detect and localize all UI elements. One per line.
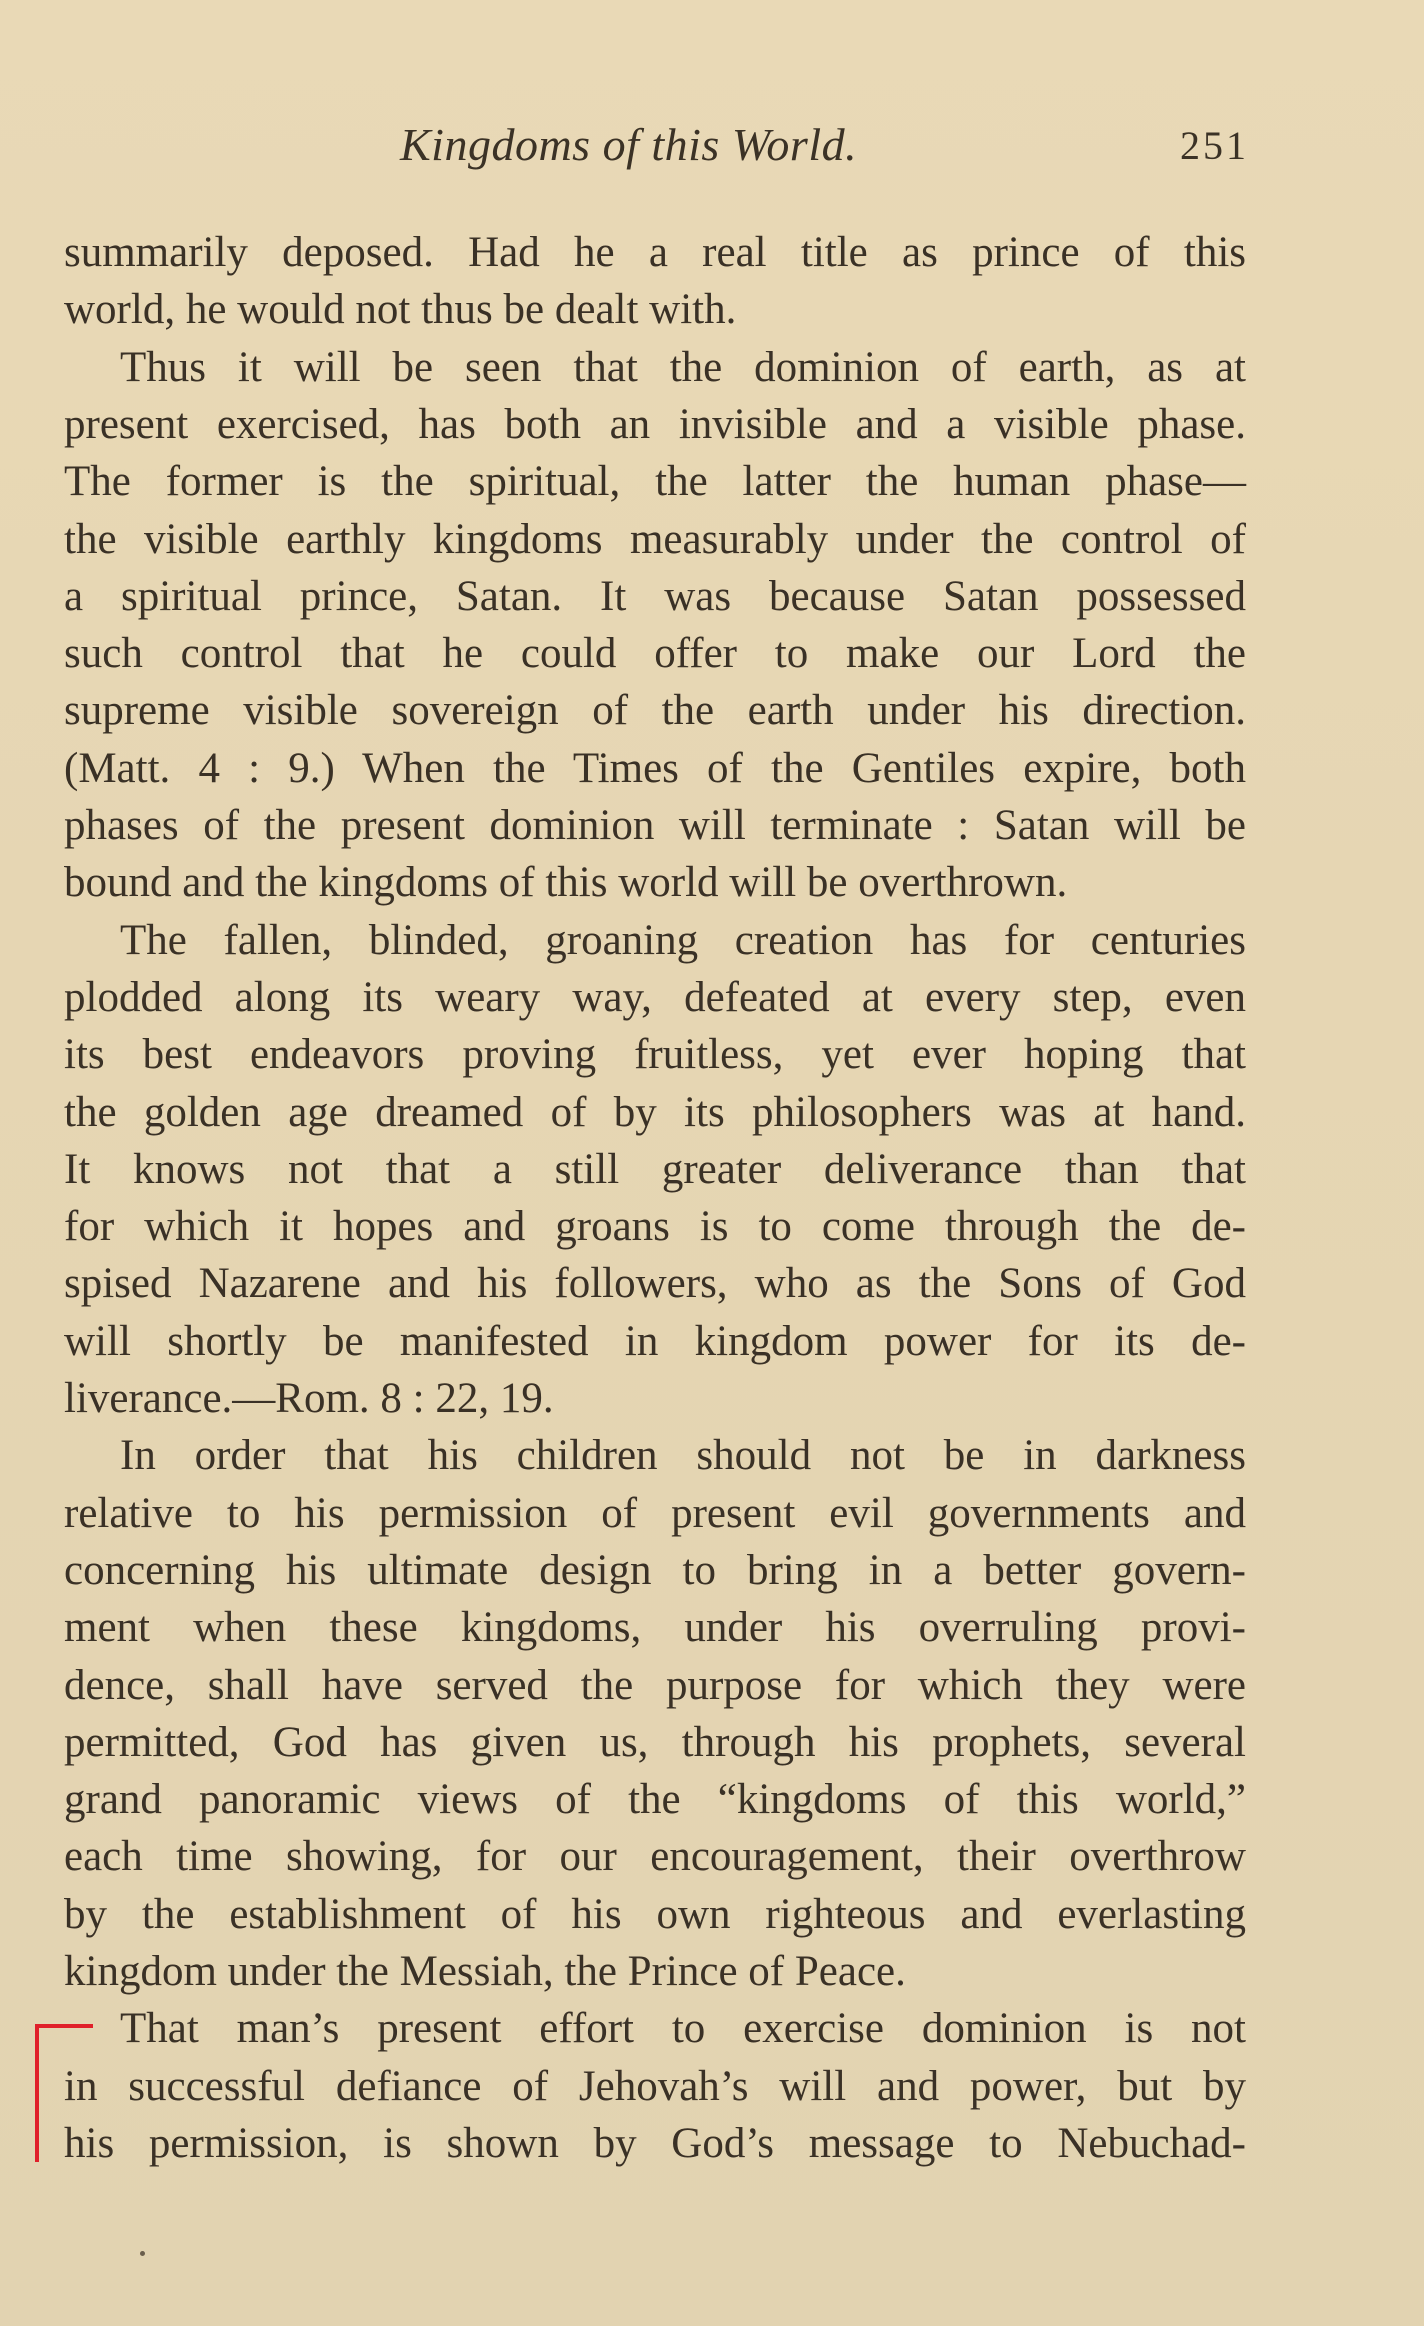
text-line: the golden age dreamed of by its philosophers was at hand.	[64, 1088, 1246, 1136]
text-line: It knows not that a still greater deliverance than that	[64, 1145, 1246, 1193]
text-line: plodded along its weary way, defeated at every step, even	[64, 973, 1246, 1021]
text-line: In order that his children should not be in darkness	[120, 1432, 1246, 1480]
running-title: Kingdoms of this World.	[400, 119, 858, 170]
text-line: each time showing, for our encouragement, their overthrow	[64, 1833, 1246, 1881]
text-line: the visible earthly kingdoms measurably under the control of	[64, 515, 1246, 563]
text-line: summarily deposed. Had he a real title as prince of this	[64, 229, 1246, 276]
text-line: (Matt. 4 : 9.) When the Times of the Gentiles expire, both	[64, 744, 1246, 792]
text-line: his permission, is shown by God’s message to Nebuchad-	[64, 2119, 1246, 2167]
text-line: world, he would not thus be dealt with.	[64, 286, 737, 334]
text-line: for which it hopes and groans is to come through the de-	[64, 1203, 1246, 1251]
page-number: 251	[1180, 123, 1249, 168]
text-line: spised Nazarene and his followers, who as the Sons of God	[64, 1260, 1246, 1308]
text-line: dence, shall have served the purpose for which they were	[64, 1661, 1246, 1709]
text-line: concerning his ultimate design to bring in a better govern-	[64, 1546, 1246, 1594]
text-line: relative to his permission of present evil governments and	[64, 1489, 1246, 1537]
text-line: That man’s present effort to exercise dominion is not	[120, 2005, 1246, 2053]
text-line: in successful defiance of Jehovah’s will and power, but by	[64, 2062, 1246, 2110]
text-line: The fallen, blinded, groaning creation has for centuries	[120, 916, 1246, 964]
text-line: ment when these kingdoms, under his overruling provi-	[64, 1604, 1246, 1652]
text-line: such control that he could offer to make our Lord the	[64, 630, 1246, 678]
text-line: grand panoramic views of the “kingdoms of this world,”	[64, 1776, 1246, 1824]
margin-bracket-mark-horizontal	[35, 2024, 93, 2028]
text-line: permitted, God has given us, through his prophets, several	[64, 1718, 1246, 1766]
text-line: The former is the spiritual, the latter the human phase—	[64, 458, 1246, 506]
text-line: bound and the kingdoms of this world will be overthrown.	[64, 859, 1068, 907]
text-line: will shortly be manifested in kingdom power for its de-	[64, 1317, 1246, 1365]
text-line: phases of the present dominion will terminate : Satan will be	[64, 802, 1246, 849]
text-line: supreme visible sovereign of the earth under his direction.	[64, 687, 1246, 735]
text-line: liverance.—Rom. 8 : 22, 19.	[64, 1375, 554, 1422]
margin-bracket-mark-vertical	[35, 2024, 39, 2162]
text-line: Thus it will be seen that the dominion of earth, as at	[120, 343, 1246, 391]
text-line: a spiritual prince, Satan. It was because Satan possessed	[64, 572, 1246, 620]
text-line: kingdom under the Messiah, the Prince of Peace.	[64, 1948, 906, 1995]
text-line: by the establishment of his own righteous and everlasting	[64, 1890, 1246, 1938]
text-line: present exercised, has both an invisible and a visible phase.	[64, 400, 1246, 448]
text-line: its best endeavors proving fruitless, yet ever hoping that	[64, 1031, 1246, 1079]
paper-speck	[140, 2251, 145, 2256]
